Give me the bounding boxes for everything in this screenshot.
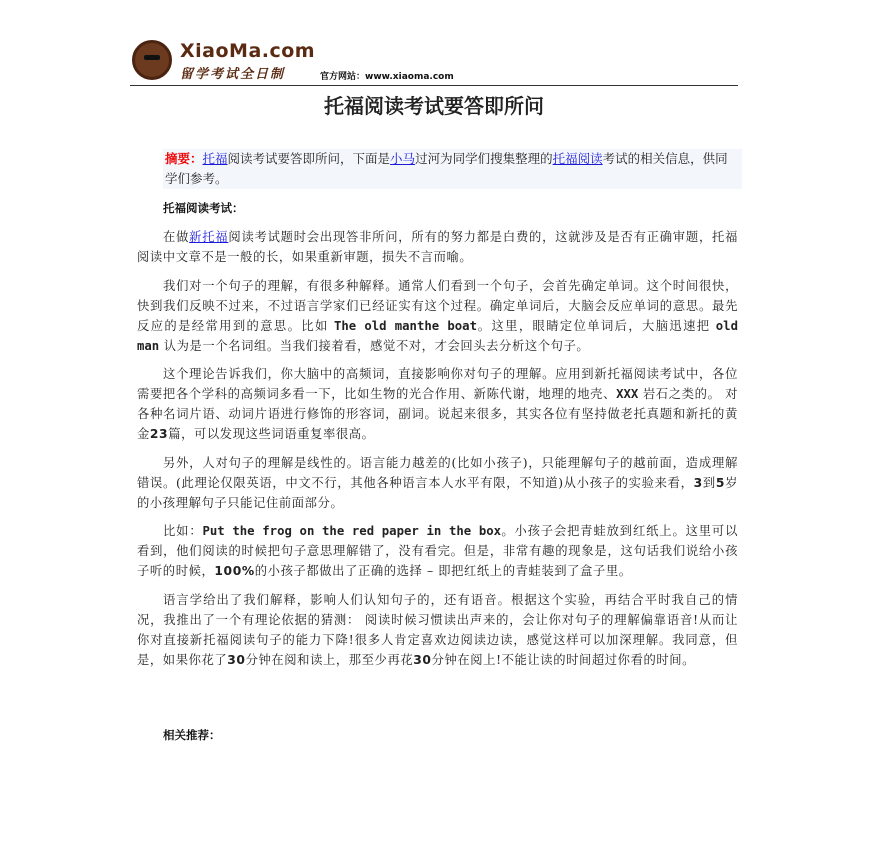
site-info bbox=[320, 69, 454, 82]
number: 5 bbox=[715, 475, 725, 490]
abstract-text: 过河为同学们搜集整理的 bbox=[415, 151, 553, 166]
site-url: www.xiaoma.com bbox=[365, 72, 454, 82]
link-toefl-reading[interactable]: 托福阅读 bbox=[552, 151, 603, 166]
page-title: 托福阅读考试要答即所问 bbox=[324, 94, 544, 118]
text: 我们对一个句子的理解，有很多种解释。通常人们看到一个句子，会首先确定单词。这个时间很快，快到我们反映不过来，不过语言学家们已经证实有这个过程。确定单词后，大脑会反应单词的意思。最先反应的是经常用到的意思。比如 bbox=[137, 278, 738, 333]
text: 在做 bbox=[163, 230, 190, 244]
text: 分钟在阅和读上，那至少再花 bbox=[245, 652, 414, 667]
link-new-toefl[interactable]: 新托福 bbox=[189, 230, 229, 244]
logo-slogan: 留学考试全日制 bbox=[180, 67, 286, 82]
english-example: old man bbox=[137, 318, 738, 353]
paragraph-1 bbox=[137, 227, 738, 267]
page-header bbox=[130, 38, 738, 86]
paragraph-3 bbox=[137, 364, 738, 444]
english-example: XXX bbox=[616, 387, 639, 401]
text: 篇，可以发现这些词语重复率很高。 bbox=[168, 427, 375, 441]
text: 到 bbox=[702, 475, 716, 490]
text: 阅读考试题时会出现答非所问，所有的努力都是白费的，这就涉及是否有正确审题，托福阅读中文章不是一般的长，如果重新审题，损失不言而喻。 bbox=[137, 230, 738, 264]
text: 分钟在阅上!不能让读的时间超过你看的时间。 bbox=[431, 652, 696, 667]
article-body bbox=[137, 227, 738, 678]
text: 的小孩子都做出了正确的选择 – 即把红纸上的青蛙装到了盒子里。 bbox=[254, 564, 632, 578]
paragraph-2 bbox=[137, 276, 738, 356]
abstract-label: 摘要： bbox=[165, 151, 203, 166]
number: 23 bbox=[149, 427, 169, 441]
logo-icon bbox=[132, 40, 172, 80]
abstract-text: 阅读考试要答即所问，下面是 bbox=[227, 151, 391, 166]
text: 另外，人对句子的理解是线性的。语言能力越差的(比如小孩子)，只能理解句子的越前面，造成理解错误。(此理论仅限英语，中文不行，其他各种语言本人水平有限，不知道)从小孩子的实验来看， bbox=[137, 455, 738, 490]
related-heading: 相关推荐： bbox=[163, 728, 221, 742]
logo-text: XiaoMa.com bbox=[180, 40, 316, 62]
link-toefl[interactable]: 托福 bbox=[202, 151, 228, 166]
abstract bbox=[163, 149, 742, 189]
number: 100% bbox=[214, 564, 255, 578]
number: 3 bbox=[693, 475, 703, 490]
number: 30 bbox=[413, 652, 432, 667]
section-heading: 托福阅读考试： bbox=[163, 201, 244, 215]
text: 这个理论告诉我们，你大脑中的高频词，直接影响你对句子的理解。应用到新托福阅读考试中，各位需要把各个学科的高频词多看一下，比如生物的光合作用、新陈代谢，地理的地壳、 bbox=[137, 367, 738, 401]
abstract-text: 考试的相关信息，供同学们参考。 bbox=[165, 151, 728, 186]
english-example: Put the frog on the red paper in the box bbox=[202, 524, 502, 538]
number: 30 bbox=[227, 652, 246, 667]
english-example: The old manthe boat bbox=[333, 318, 477, 333]
text: 比如： bbox=[163, 524, 203, 538]
text: 。小孩子会把青蛙放到红纸上。这里可以看到，他们阅读的时候把句子意思理解错了，没有看完。但是，非常有趣的现象是，这句话我们说给小孩子听的时候， bbox=[137, 524, 738, 578]
text: 语言学给出了我们解释，影响人们认知句子的，还有语音。根据这个实验，再结合平时我自己的情况，我推出了一个有理论依据的猜测： 阅读时候习惯读出声来的，会让你对句子的理解偏靠语音!从而让你对直接新托福阅读句子的能力下降!很多人肯定喜欢边阅读边读，感觉这样可以加深理解。我同意，但是，如果你花了 bbox=[137, 592, 738, 667]
site-label: 官方网站： bbox=[320, 72, 366, 82]
text: 岁的小孩理解句子只能记住前面部分。 bbox=[137, 475, 738, 510]
paragraph-5 bbox=[137, 521, 738, 581]
link-xiaoma[interactable]: 小马 bbox=[390, 151, 416, 166]
text: 认为是一个名词组。当我们接着看，感觉不对，才会回头去分析这个句子。 bbox=[159, 338, 590, 353]
text: 岩石之类的。 对各种名词片语、动词片语进行修饰的形容词，副词。说起来很多，其实各位有坚持做老托真题和新托的黄金 bbox=[137, 387, 739, 441]
text: 。这里，眼睛定位单词后，大脑迅速把 bbox=[476, 318, 716, 333]
paragraph-6 bbox=[137, 590, 738, 670]
paragraph-4 bbox=[137, 453, 738, 513]
